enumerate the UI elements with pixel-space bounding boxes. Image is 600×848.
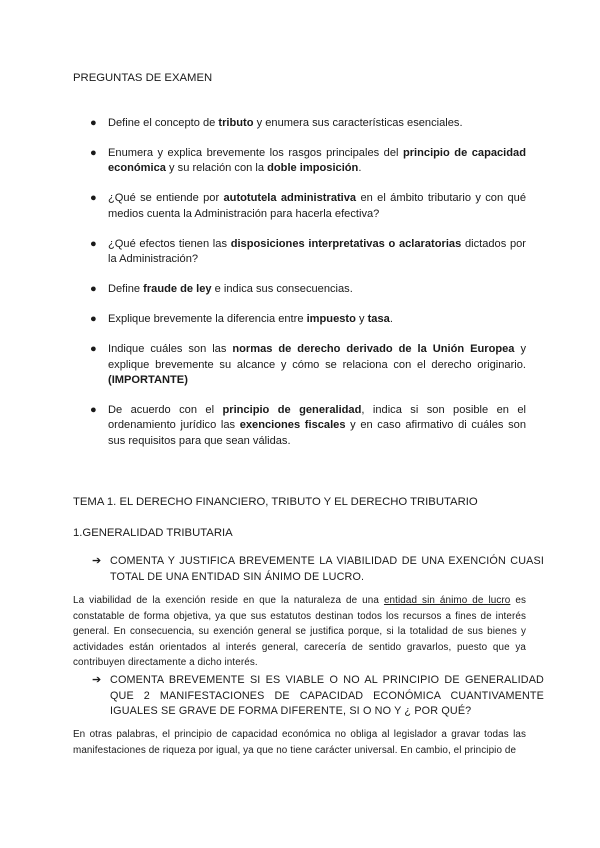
bold-term: tasa [367,313,390,326]
topic-question-1-text: COMENTA Y JUSTIFICA BREVEMENTE LA VIABILIDAD DE UNA EXENCIÓN CUASI TOTAL DE UNA ENTIDAD SIN ÁNIMO DE LUCRO. [110,555,544,583]
question-text [108,192,526,219]
bullet-icon: ● [90,237,97,250]
section-title: 1.GENERALIDAD TRIBUTARIA [73,527,233,539]
text-run: e indica sus consecuencias. [211,283,353,296]
bold-term: principio de capacidad económica [108,147,526,175]
question-item [90,191,526,222]
question-text [108,343,526,386]
question-text [108,117,463,129]
question-text [108,283,353,295]
bold-term: disposiciones interpretativas o aclaratorias [230,237,462,250]
question-item [90,146,526,177]
question-text [108,147,526,174]
question-text [108,313,393,325]
bold-term: tributo [218,117,254,129]
text-run: Define el concepto de [108,117,219,129]
question-item [90,403,526,449]
text-run: La viabilidad de la exención reside en que la naturaleza de una [73,595,384,606]
text-run: De acuerdo con el [108,404,223,417]
text-run: . [389,313,393,326]
text-run: ¿Qué efectos tienen las [108,237,231,250]
exam-question-list [90,116,526,464]
bullet-icon: ● [90,283,97,296]
answer-2-paragraph: En otras palabras, el principio de capacidad económica no obliga al legislador a gravar todas las manifestaciones de riqueza por igual, ya que no tiene carácter universal. En cambio, el principio de [73,729,526,756]
bullet-icon: ● [90,147,97,159]
bullet-icon: ● [90,404,97,417]
question-item [90,342,526,388]
question-text [108,404,526,447]
exam-heading: PREGUNTAS DE EXAMEN [73,72,213,84]
text-run: y explique brevemente su alcance y cómo se relaciona con el derecho originario. [108,343,526,371]
bold-term: exenciones fiscales [239,419,346,432]
text-run: . [358,162,362,175]
topic-question-1 [92,554,544,585]
question-text [108,238,526,265]
topic-question-2 [92,673,544,720]
bold-term: impuesto [306,313,356,326]
text-run: y enumera sus características esenciales. [253,117,463,129]
bold-term: (IMPORTANTE) [108,374,188,387]
question-item [90,116,526,131]
text-run: dictados por la Administración? [108,237,526,266]
question-item [90,312,526,327]
text-run: Indique cuáles son las [108,343,233,356]
topic-title: TEMA 1. EL DERECHO FINANCIERO, TRIBUTO Y EL DERECHO TRIBUTARIO [73,496,478,508]
bold-term: principio de generalidad [222,404,362,417]
bullet-icon: ● [90,117,97,129]
text-run: y [355,313,368,326]
bullet-icon: ● [90,313,97,326]
text-run: Explique brevemente la diferencia entre [108,313,307,326]
text-run: Define [108,283,144,296]
arrow-icon: ➔ [92,674,102,686]
answer-1-paragraph [73,593,526,671]
bullet-icon: ● [90,192,97,205]
bold-term: doble imposición [267,162,359,175]
arrow-icon: ➔ [92,555,102,567]
bullet-icon: ● [90,343,97,356]
bold-term: autotutela administrativa [223,192,357,205]
text-run: en el ámbito tributario y con qué medios cuenta la Administración para hacerla efectiva? [108,192,527,220]
text-run: Enumera y explica brevemente los rasgos principales del [108,147,403,159]
text-run: , indica si son posible en el ordenamiento jurídico las [108,404,527,432]
bold-term: fraude de ley [143,283,212,296]
topic-question-2-text: COMENTA BREVEMENTE SI ES VIABLE O NO AL PRINCIPIO DE GENERALIDAD QUE 2 MANIFESTACIONES DE CAPACIDAD ECONÓMICA CUANTIVAMENTE IGUALES SE GRAVE DE FORMA DIFERENTE, SI O NO Y ¿ POR QUÉ? [110,674,544,718]
text-run: y en caso afirmativo di cuáles son sus requisitos para que sean válidas. [108,419,526,447]
text-run: y su relación con la [165,162,268,175]
question-item [90,282,526,297]
question-item [90,237,526,268]
bold-term: normas de derecho derivado de la Unión Europea [232,343,515,356]
underlined-term: entidad sin ánimo de lucro [383,595,511,606]
text-run: ¿Qué se entiende por [108,192,224,205]
text-run: es constatable de forma objetiva, ya que sus estatutos destinan todos los recursos a fines de interés general. En consecuencia, su exención general se justifica porque, si la totalidad de sus bienes y actividades están orientados al interés general, carecería de sentido gravarlos, puesto que ya contribuyen directamente a dicho interés. [73,595,527,669]
